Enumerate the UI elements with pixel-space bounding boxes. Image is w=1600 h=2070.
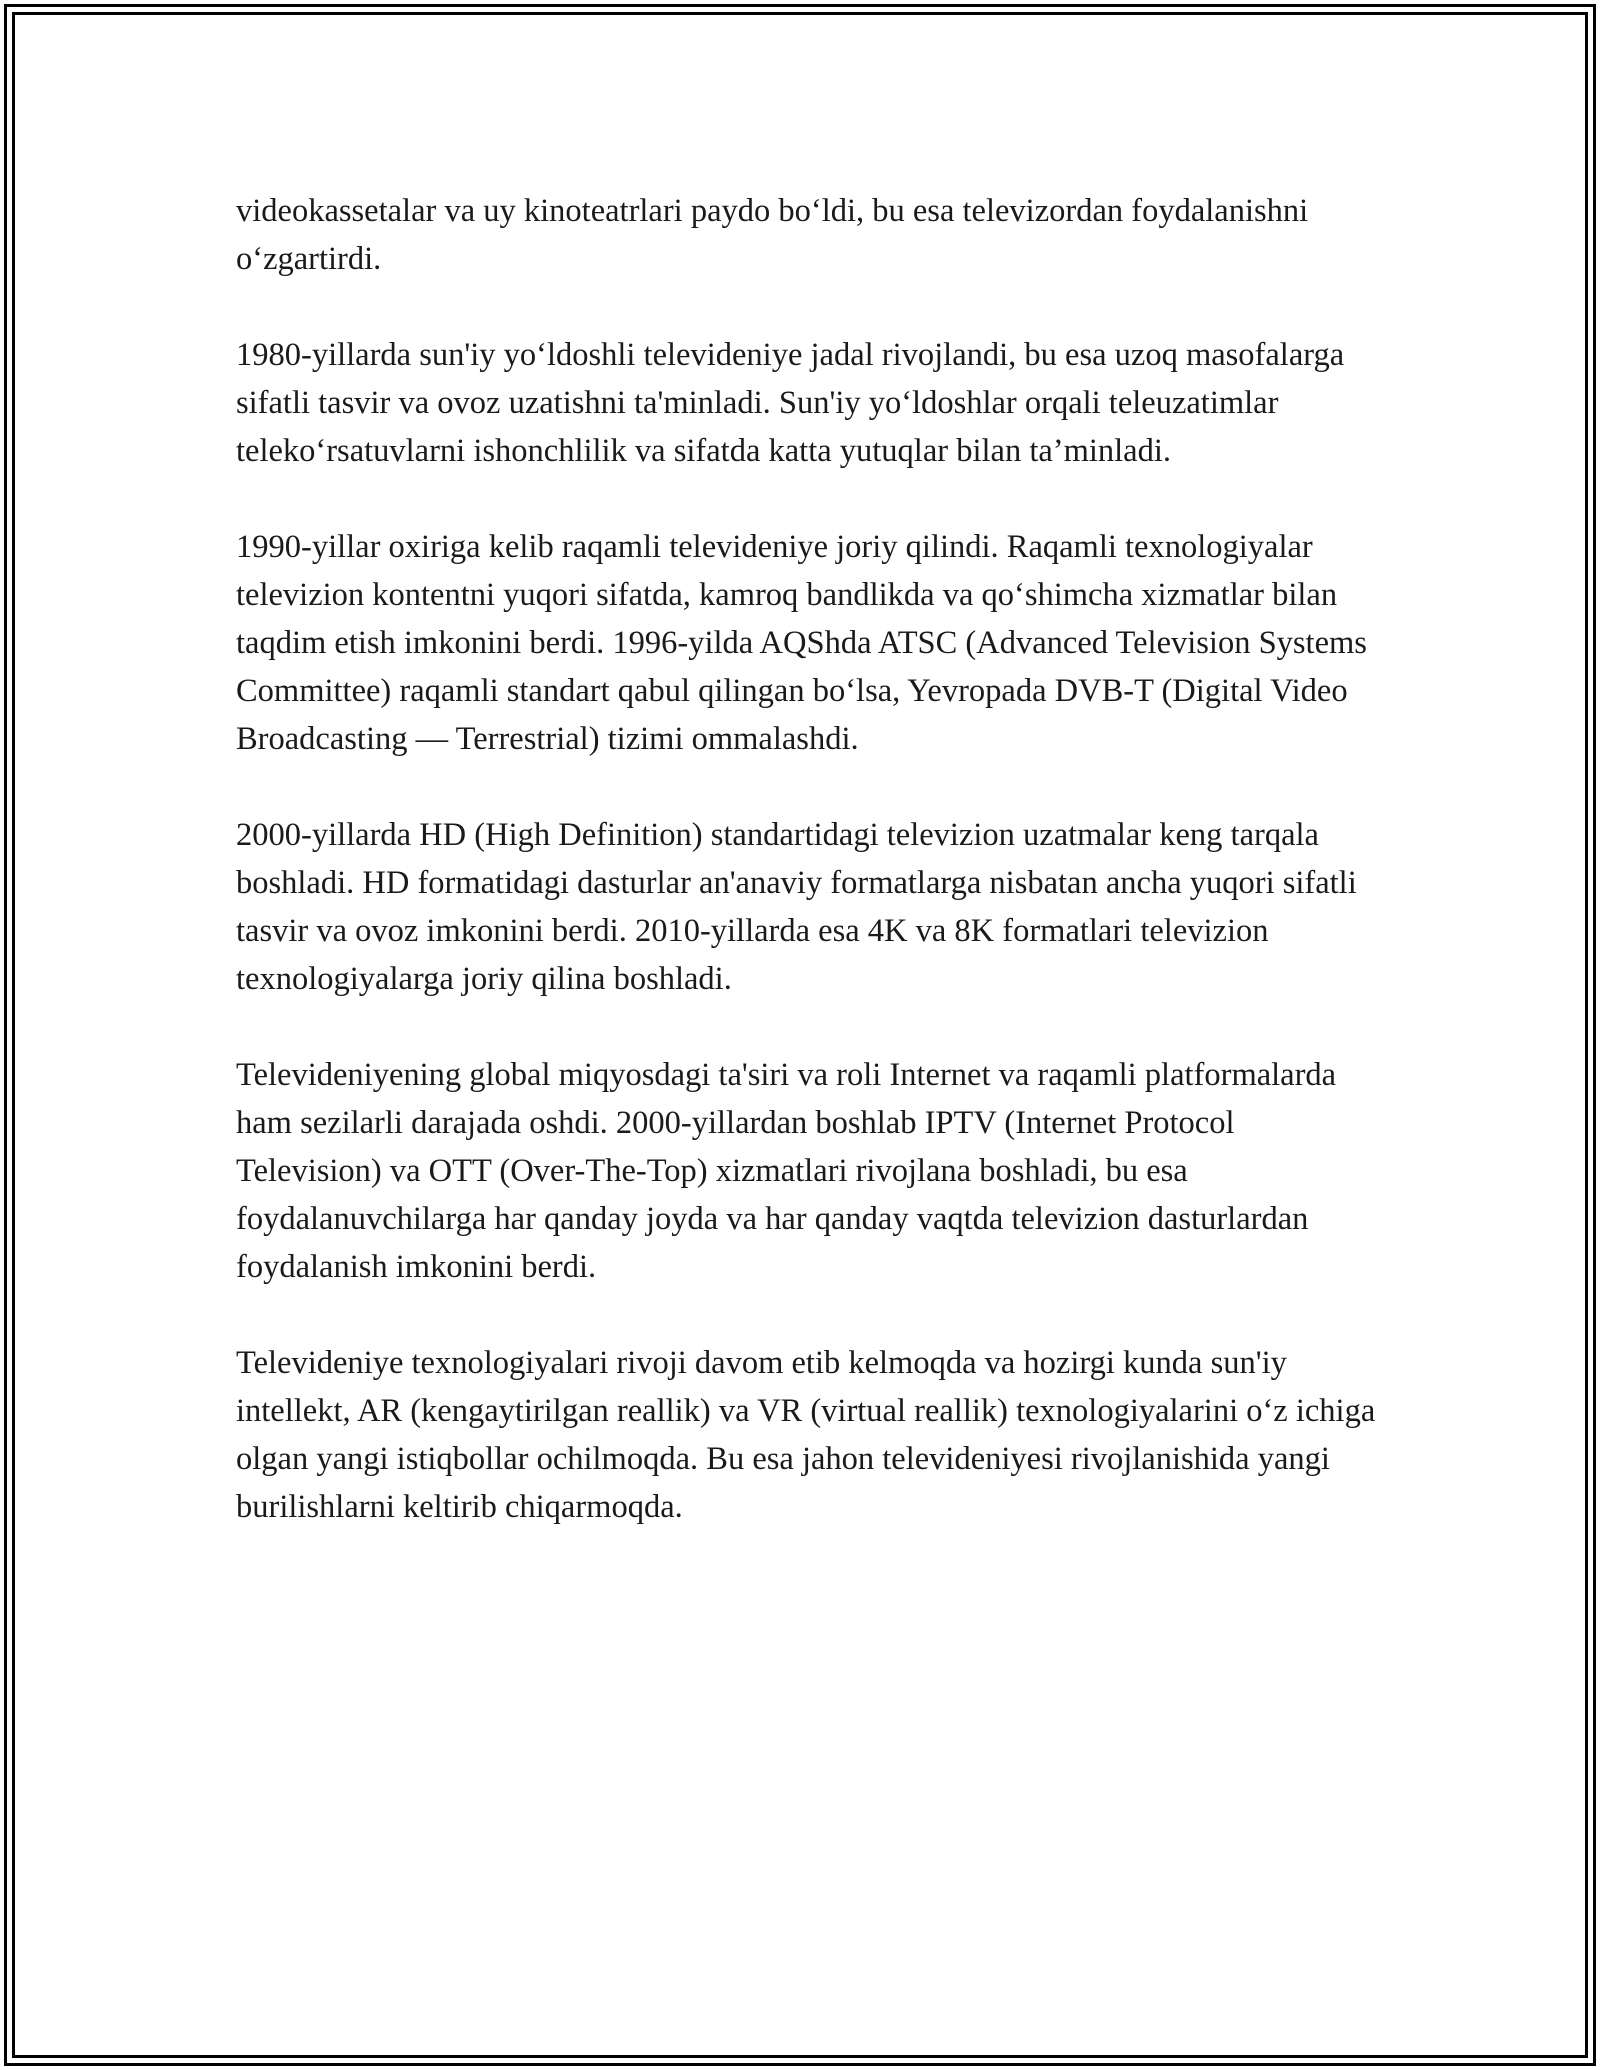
paragraph-2: 1980-yillarda sun'iy yo‘ldoshli televideniye jadal rivojlandi, bu esa uzoq masofalarga sifatli tasvir va ovoz uzatishni ta'minladi. Sun'iy yo‘ldoshlar orqali teleuzatimlar teleko‘rsatuvlarni ishonchlilik va sifatda katta yutuqlar bilan ta’minladi. [236,337,1345,469]
paragraph-1: videokassetalar va uy kinoteatrlari paydo bo‘ldi, bu esa televizordan foydalanishni o‘zgartirdi. [236,193,1309,277]
paragraph-6: Televideniye texnologiyalari rivoji davom etib kelmoqda va hozirgi kunda sun'iy intellekt, AR (kengaytirilgan reallik) va VR (virtual reallik) texnologiyalarini o‘z ichiga olgan yangi istiqbollar ochilmoqda. Bu esa jahon televideniyesi rivojlanishida yangi burilishlarni keltirib chiqarmoqda. [236,1345,1376,1525]
document-body [236,187,1376,1531]
paragraph-4: 2000-yillarda HD (High Definition) standartidagi televizion uzatmalar keng tarqala boshladi. HD formatidagi dasturlar an'anaviy formatlarga nisbatan ancha yuqori sifatli tasvir va ovoz imkonini berdi. 2010-yillarda esa 4K va 8K formatlari televizion texnologiyalarga joriy qilina boshladi. [236,817,1357,997]
paragraph-3: 1990-yillar oxiriga kelib raqamli televideniye joriy qilindi. Raqamli texnologiyalar televizion kontentni yuqori sifatda, kamroq bandlikda va qo‘shimcha xizmatlar bilan taqdim etish imkonini berdi. 1996-yilda AQShda ATSC (Advanced Television Systems Committee) raqamli standart qabul qilingan bo‘lsa, Yevropada DVB-T (Digital Video Broadcasting — Terrestrial) tizimi ommalashdi. [236,529,1367,757]
paragraph-5: Televideniyening global miqyosdagi ta'siri va roli Internet va raqamli platformalarda ham sezilarli darajada oshdi. 2000-yillardan boshlab IPTV (Internet Protocol Television) va OTT (Over-The-Top) xizmatlari rivojlana boshladi, bu esa foydalanuvchilarga har qanday joyda va har qanday vaqtda televizion dasturlardan foydalanish imkonini berdi. [236,1057,1337,1285]
